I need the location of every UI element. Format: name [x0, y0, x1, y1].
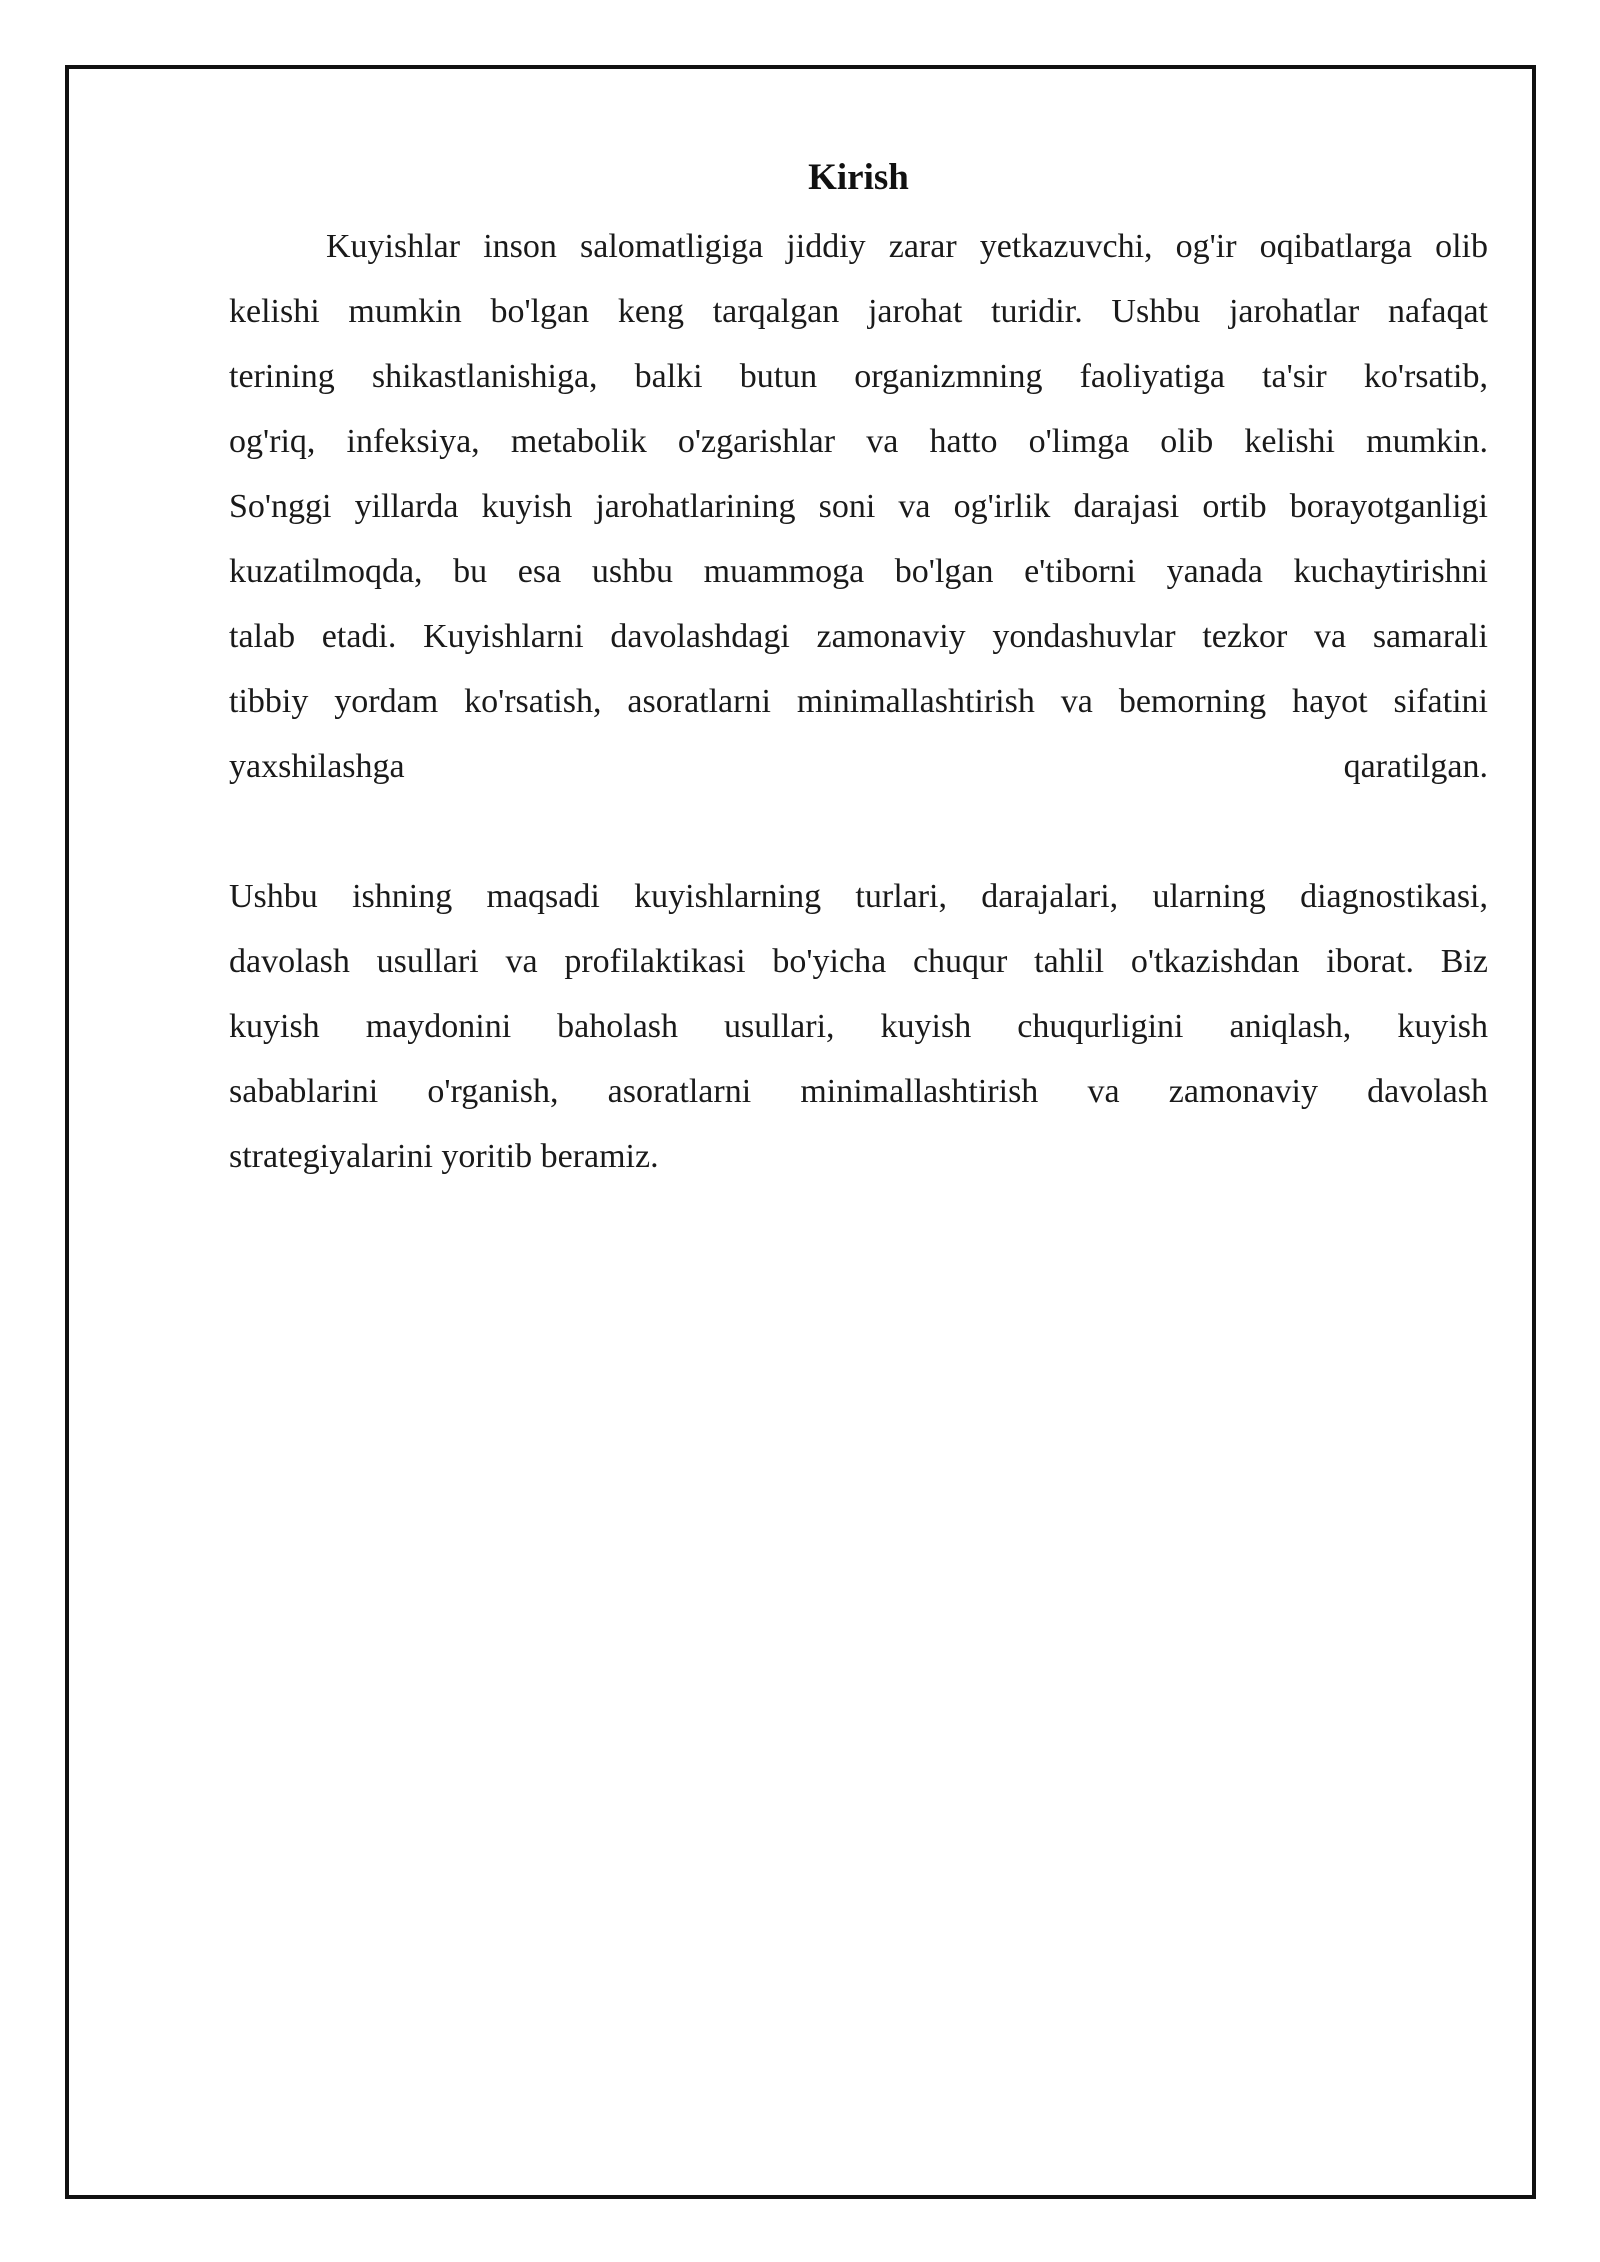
text-line: Ushbu ishning maqsadi kuyishlarning turlari, darajalari, ularning diagnostikasi, — [229, 878, 1488, 915]
text-line: terining shikastlanishiga, balki butun organizmning faoliyatiga ta'sir ko'rsatib, — [229, 358, 1488, 395]
text-line: kuzatilmoqda, bu esa ushbu muammoga bo'lgan e'tiborni yanada kuchaytirishni — [229, 553, 1488, 590]
document-body — [229, 148, 1488, 1189]
paragraph-intro — [229, 214, 1488, 799]
text-line: kuyish maydonini baholash usullari, kuyish chuqurligini aniqlash, kuyish — [229, 1008, 1488, 1045]
paragraph-spacer — [229, 799, 1488, 864]
text-line: Kuyishlar inson salomatligiga jiddiy zarar yetkazuvchi, og'ir oqibatlarga olib — [326, 228, 1488, 265]
text-line: So'nggi yillarda kuyish jarohatlarining soni va og'irlik darajasi ortib borayotganligi — [229, 488, 1488, 525]
paragraph-goal — [229, 864, 1488, 1189]
text-line: strategiyalarini yoritib beramiz. — [229, 1138, 659, 1175]
document-title: Kirish — [808, 157, 909, 198]
text-line: yaxshilashga qaratilgan. — [229, 748, 1488, 785]
text-line: tibbiy yordam ko'rsatish, asoratlarni minimallashtirish va bemorning hayot sifatini — [229, 683, 1488, 720]
text-line: davolash usullari va profilaktikasi bo'yicha chuqur tahlil o'tkazishdan iborat. Biz — [229, 943, 1488, 980]
text-line: sabablarini o'rganish, asoratlarni minimallashtirish va zamonaviy davolash — [229, 1073, 1488, 1110]
text-line: og'riq, infeksiya, metabolik o'zgarishlar va hatto o'limga olib kelishi mumkin. — [229, 423, 1488, 460]
text-line: talab etadi. Kuyishlarni davolashdagi zamonaviy yondashuvlar tezkor va samarali — [229, 618, 1488, 655]
text-line: kelishi mumkin bo'lgan keng tarqalgan jarohat turidir. Ushbu jarohatlar nafaqat — [229, 293, 1488, 330]
